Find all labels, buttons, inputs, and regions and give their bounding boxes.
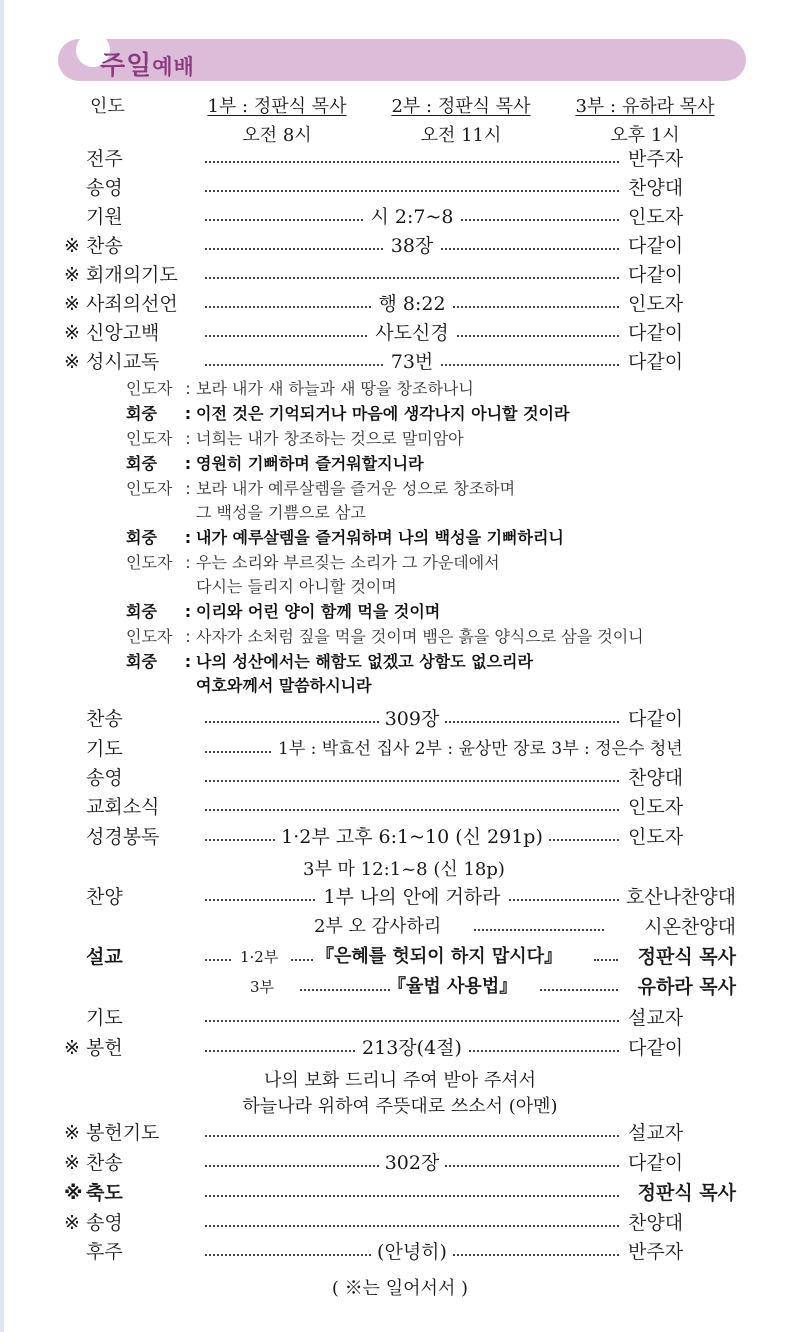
order-row-prelude xyxy=(0,144,800,174)
leader-dots xyxy=(205,763,619,793)
row-responsible: 다같이 xyxy=(628,708,684,730)
order-row-responsive-reading: ※ 성시교독 73번 다같이 xyxy=(0,347,800,377)
order-row-absolution: ※ 사죄의선언 행 8:22 인도자 xyxy=(0,289,800,319)
row-responsible: 인도자 xyxy=(628,293,684,315)
row-label: 신앙고백 xyxy=(86,322,160,344)
order-row-prayer-2 xyxy=(0,1003,800,1033)
anthem-2nd-service: 2부 오 감사하리 xyxy=(314,916,442,937)
reading-congregation-line: 회중 : 이리와 어린 양이 함께 먹을 것이며 xyxy=(126,602,441,621)
row-label: 설교 xyxy=(86,946,123,968)
row-label: 회개의기도 xyxy=(86,264,178,286)
service-3 xyxy=(570,92,720,147)
row-detail: (안녕히) xyxy=(371,1241,453,1263)
reading-leader-line: 인도자 : 사자가 소처럼 짚을 먹을 것이며 뱀은 흙을 양식으로 삼을 것이니 xyxy=(126,627,644,646)
reading-congregation-line: 회중 : 내가 예루살렘을 즐거워하며 나의 백성을 기뻐하리니 xyxy=(126,528,564,547)
row-responsible: 반주자 xyxy=(628,148,684,170)
row-responsible: 다같이 xyxy=(628,322,684,344)
row-detail: 302장 xyxy=(379,1152,446,1174)
reading-leader-line: 인도자 : 우는 소리와 부르짖는 소리가 그 가운데에서 다시는 들리지 아니할 것이며 xyxy=(126,553,500,596)
row-label: 찬송 xyxy=(86,1152,123,1174)
reading-leader-line: 인도자 : 보라 내가 예루살렘을 즐거운 성으로 창조하며 그 백성을 기쁨으로 삼고 xyxy=(126,479,516,522)
offering-lyrics-line-2: 하늘나라 위하여 주뜻대로 쓰소서 (아멘) xyxy=(242,1096,558,1117)
row-responsible: 호산나찬양대 xyxy=(625,886,736,908)
service-1 xyxy=(202,92,352,147)
row-label: 찬송 xyxy=(86,708,123,730)
row-detail: 1부 나의 안에 거하라 xyxy=(317,886,506,908)
leader-dots xyxy=(205,1118,619,1148)
led-by-section xyxy=(0,90,800,145)
service-3-time: 오후 1시 xyxy=(610,125,680,146)
reading-leader-line: 인도자 : 보라 내가 새 하늘과 새 땅을 창조하나니 xyxy=(126,379,474,398)
standing-footnote: ( ※는 일어서서 ) xyxy=(331,1278,469,1299)
row-detail: 73번 xyxy=(385,351,440,373)
row-label: 사죄의선언 xyxy=(86,293,178,315)
sermon-service-1-2: 1·2부 xyxy=(240,948,279,966)
row-label: 후주 xyxy=(86,1241,123,1263)
row-detail: 사도신경 xyxy=(369,322,454,344)
leader-dots xyxy=(474,912,604,942)
order-row-scripture xyxy=(0,822,800,852)
order-row-offering-prayer: ※ 봉헌기도 설교자 xyxy=(0,1118,800,1148)
reading-leader-line: 인도자 : 너희는 내가 창조하는 것으로 말미암아 xyxy=(126,429,464,448)
service-2 xyxy=(386,92,536,147)
page-title xyxy=(100,45,195,82)
service-1-leader: 1부 : 정판식 목사 xyxy=(207,96,347,117)
leader-dots xyxy=(540,972,618,1002)
leader-dots xyxy=(205,1003,619,1033)
order-row-repentance: ※ 회개의기도 다같이 xyxy=(0,260,800,290)
order-row-hymn: ※ 찬송 38장 다같이 xyxy=(0,231,800,261)
row-label: 기원 xyxy=(86,206,123,228)
sermon-service-3: 3부 xyxy=(250,978,275,996)
leader-dots xyxy=(205,173,619,203)
row-label: 성시교독 xyxy=(86,351,160,373)
row-detail: 38장 xyxy=(385,235,440,257)
order-row-anthem xyxy=(0,882,800,912)
row-responsible: 찬양대 xyxy=(628,767,684,789)
row-responsible: 정판식 목사 xyxy=(637,1182,736,1204)
row-responsible: 설교자 xyxy=(628,1122,684,1144)
offering-lyrics-line-1: 나의 보화 드리니 주여 받아 주셔서 xyxy=(263,1070,537,1091)
row-label: 찬양 xyxy=(86,886,123,908)
row-responsible: 다같이 xyxy=(628,1152,684,1174)
row-label: 전주 xyxy=(86,148,123,170)
row-label: 송영 xyxy=(86,177,123,199)
row-label: 기도 xyxy=(86,1007,123,1029)
leader-dots xyxy=(205,260,619,290)
row-label: 교회소식 xyxy=(86,796,160,818)
row-label: 찬송 xyxy=(86,235,123,257)
leader-dots xyxy=(205,1208,619,1238)
row-detail: 1·2부 고후 6:1~10 (신 291p) xyxy=(275,826,549,848)
order-row-prayer xyxy=(0,734,800,764)
row-responsible: 시온찬양대 xyxy=(644,916,736,938)
leader-dots xyxy=(205,942,231,972)
order-row-doxology-3: ※ 송영 찬양대 xyxy=(0,1208,800,1238)
leader-dots xyxy=(594,942,618,972)
scripture-3rd-service: 3부 마 12:1~8 (신 18p) xyxy=(303,859,505,880)
sermon-preacher-1: 정판식 목사 xyxy=(637,946,736,968)
title-sub: 예배 xyxy=(152,55,195,79)
order-row-invocation xyxy=(0,202,800,232)
order-row-creed: ※ 신앙고백 사도신경 다같이 xyxy=(0,318,800,348)
order-row-hymn-309 xyxy=(0,704,800,734)
reading-congregation-line: 회중 : 영원히 기뻐하며 즐거워할지니라 xyxy=(126,454,424,473)
order-row-sermon-2 xyxy=(0,972,800,1002)
row-responsible: 다같이 xyxy=(628,351,684,373)
order-row-postlude xyxy=(0,1237,800,1267)
row-responsible: 찬양대 xyxy=(628,1212,684,1234)
sermon-title-1: 『은혜를 헛되이 하지 맙시다』 xyxy=(316,946,563,967)
row-responsible: 다같이 xyxy=(628,235,684,257)
service-2-time: 오전 11시 xyxy=(420,125,502,146)
leader-dots xyxy=(205,1178,619,1208)
service-3-leader: 3부 : 유하라 목사 xyxy=(575,96,715,117)
row-responsible: 찬양대 xyxy=(628,177,684,199)
row-responsible: 설교자 xyxy=(628,1007,684,1029)
row-detail: 213장(4절) xyxy=(356,1037,468,1059)
row-label: 봉헌 xyxy=(86,1037,123,1059)
leader-dots xyxy=(291,942,313,972)
order-row-hymn-302: ※ 찬송 302장 다같이 xyxy=(0,1148,800,1178)
row-label: 송영 xyxy=(86,767,123,789)
title-main: 주일 xyxy=(100,51,153,81)
row-responsible: 반주자 xyxy=(628,1241,684,1263)
reading-congregation-line: 회중 : 이전 것은 기억되거나 마음에 생각나지 아니할 것이라 xyxy=(126,404,570,423)
order-row-church-news xyxy=(0,792,800,822)
row-label: 기도 xyxy=(86,738,123,760)
row-detail: 행 8:22 xyxy=(372,293,451,315)
sermon-preacher-2: 유하라 목사 xyxy=(637,976,736,998)
row-responsible: 다같이 xyxy=(628,1037,684,1059)
row-responsible: 인도자 xyxy=(628,826,684,848)
service-2-leader: 2부 : 정판식 목사 xyxy=(391,96,531,117)
leader-dots xyxy=(205,792,619,822)
reading-congregation-line: 회중 : 나의 성산에서는 해함도 없겠고 상함도 없으리라 여호와께서 말씀하시니라 xyxy=(126,652,533,695)
row-detail: 시 2:7~8 xyxy=(365,206,460,228)
order-row-doxology-2 xyxy=(0,763,800,793)
service-1-time: 오전 8시 xyxy=(242,125,312,146)
prayer-leaders: 1부 : 박효선 집사 2부 : 윤상만 장로 3부 : 정은수 청년 xyxy=(278,739,683,759)
row-label: 송영 xyxy=(86,1212,123,1234)
row-responsible: 다같이 xyxy=(628,264,684,286)
leader-dots xyxy=(205,734,271,764)
leader-dots xyxy=(205,144,619,174)
order-row-sermon xyxy=(0,942,800,972)
led-by-label: 인도 xyxy=(90,96,125,117)
row-responsible: 인도자 xyxy=(628,206,684,228)
row-label: 축도 xyxy=(86,1182,123,1204)
row-responsible: 인도자 xyxy=(628,796,684,818)
leader-dots xyxy=(300,972,390,1002)
order-row-anthem-2 xyxy=(0,912,800,942)
sermon-title-2: 『율법 사용법』 xyxy=(388,976,518,997)
row-label: 봉헌기도 xyxy=(86,1122,160,1144)
order-row-doxology xyxy=(0,173,800,203)
order-row-benediction: ※ 축도 정판식 목사 xyxy=(0,1178,800,1208)
row-detail: 309장 xyxy=(379,708,446,730)
order-row-offering: ※ 봉헌 213장(4절) 다같이 xyxy=(0,1033,800,1063)
row-label: 성경봉독 xyxy=(86,826,160,848)
